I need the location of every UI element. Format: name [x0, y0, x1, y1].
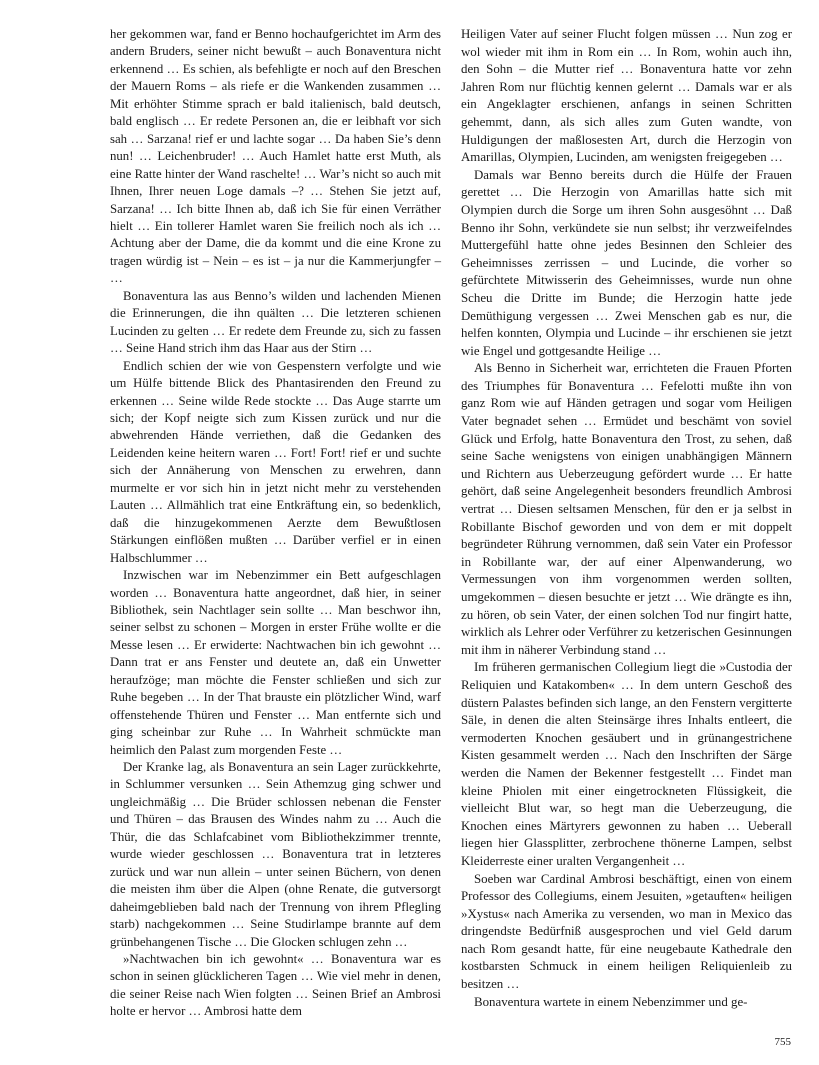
paragraph: Als Benno in Sicherheit war, errichteten die Frauen Pforten des Triumphes für Bonaventura … Fefelotti mußte ihn von ganz Rom wie auf Händen getragen und sogar vom Heiligen Vater begnadet sehen … Ermüdet und beschämt von soviel Glück und Erfolg, hatte Bonaventura den Trost, zu sehen, daß seine Sache wenigstens von einigen unabhängigen Männern und Richtern aus Ueberzeugung gefördert wurde … Er hatte gehört, daß seine Angelegenheit besonders freundlich Ambrosi vertrat … Diesen seltsamen Menschen, für den er ja selbst in Robillante Bischof geworden und von dem er mit doppelt begründeter Rührung vernommen, daß sein Vater ein Professor in Robillante war, der auf einer Alpenwanderung, wo Vermessungen von ihm vorgenommen werden sollten, umgekommen – diesen besuchte er jetzt … Wie drängte es ihn, zu hören, ob sein Vater, der einen solchen Tod nur fingirt hatte, wirklich als Lehrer oder Verführer zu ketzerischen Gesinnungen mit ihm in näherer Verbindung stand …: [461, 361, 792, 657]
paragraph: Damals war Benno bereits durch die Hülfe der Frauen gerettet … Die Herzogin von Amarillas hatte sich mit Olympien durch die Sorge um ihren Sohn ausgesöhnt … Daß Benno ihr Sohn, verkündete sie nun selbst; ihr verzweifelndes Muttergefühl hatte ohne jedes Besinnen den Schleier des Geheimnisses zerrissen – und Lucinde, die vorher so gefürchtete Mitwisserin des Geheimnisses, wurde nun ohne Scheu die Dritte im Bunde; die Herzogin hatte jede Demüthigung vergessen … Zwei Menschen gab es nur, die helfen konnten, Olympia und Lucinde – ihr erschienen sie jetzt wie Engel und gottgesandte Heilige …: [461, 167, 792, 358]
paragraph: Inzwischen war im Nebenzimmer ein Bett aufgeschlagen worden … Bonaventura hatte angeordnet, daß hier, in seiner Bibliothek, sein Nachtlager sein sollte … Man beschwor ihn, seiner selbst zu schonen – Morgen in erster Frühe wollte er die Messe lesen … Er erwiderte: Nachtwachen bin ich gewohnt … Dann trat er ans Fenster und deutete an, daß ein Unwetter heraufzöge; man möchte die Fenster schließen und sich zur Ruhe begeben … In der That brauste ein plötzlicher Wind, warf offenstehende Thüren und Fenster … Man entfernte sich und ging scheinbar zur Ruhe … In Wahrheit schmückte man heimlich den Palast zum morgenden Feste …: [110, 568, 441, 757]
paragraph: her gekommen war, fand er Benno hochaufgerichtet im Arm des andern Bruders, seiner nicht bewußt – auch Bonaventura nicht erkennend … Es schien, als befehligte er noch auf den Breschen der Mauern Roms – als riefe er die Wankenden zusammen … Mit erhöhter Stimme sprach er bald italienisch, bald deutsch, bald englisch … Er redete Personen an, die er leibhaft vor sich sah … Sarzana! rief er und lachte sogar … Da haben Sie’s denn nun! … Leichenbruder! … Auch Hamlet hatte erst Muth, als eine Ratte hinter der Wand raschelte! … War’s nicht so auch mit Ihnen, Ihrer neuen Loge damals –? … Stehen Sie jetzt auf, Sarzana! … Ich bitte Ihnen ab, daß ich Sie für einen Verräther hielt … Ein tollerer Hamlet waren Sie freilich noch als ich … Achtung aber der Dame, die da kommt und die eine Krone zu tragen würdig ist – Nein – es ist – ja nur die Kammerjungfer – …: [110, 27, 441, 286]
paragraph: Bonaventura las aus Benno’s wilden und lachenden Mienen die Erinnerungen, die ihn quälten … Die letzteren schienen Lucinden zu gelten … Er redete dem Freunde zu, sich zu fassen … Seine Hand strich ihm das Haar aus der Stirn …: [110, 288, 441, 356]
paragraph: Soeben war Cardinal Ambrosi beschäftigt, einen von einem Professor des Collegiums, einem Jesuiten, »getauften« heiligen »Xystus« nach Amerika zu versenden, wo man in Mexico das dringendste Bedürfniß ausgesprochen und viel Geld darum nach Rom gesandt hatte, für eine neugebaute Kathedrale den kostbarsten Schmuck in einem heiligen Reliquienleib zu besitzen …: [461, 871, 792, 992]
paragraph: Der Kranke lag, als Bonaventura an sein Lager zurückkehrte, in Schlummer versunken … Sein Athemzug ging schwer und ungleichmäßig … Die Brüder schlossen nebenan die Fenster und Thüren – das Brausen des Windes nahm zu … Auch die Thür, die das Schlafcabinet vom Bibliothekzimmer trennte, wurde wieder geschlossen … Bonaventura trat in letzteres zurück und war nun allein – unter seinen Büchern, von denen die meisten ihm über die Alpen (ohne Renate, die gutversorgt daheimgeblieben bald nach der Trennung von ihrem Pflegling starb) nachgekommen … Seine Studirlampe brannte auf dem grünbehangenen Tische … Die Glocken schlugen zehn …: [110, 760, 441, 949]
paragraph: »Nachtwachen bin ich gewohnt« … Bonaventura war es schon in seinen glücklicheren Tagen … Wie viel mehr in denen, die seiner Reise nach Wien folgten … Seinen Brief an Ambrosi holte er hervor … Ambrosi hatte dem: [110, 952, 441, 1019]
paragraph: Im früheren germanischen Collegium liegt die »Custodia der Reliquien und Katakomben« … In dem untern Geschoß des düstern Palastes befinden sich lange, an den Fenstern vergitterte Säle, in denen die alten Steinsärge ihres Inhalts entleert, die vermoderten Knochen gesäubert und in grünangestrichene Kisten gesammelt werden … Nach den Inschriften der Särge werden die Namen der Bekenner festgestellt … Findet man kleine Phiolen mit einer eingetrockneten Flüssigkeit, die vielleicht Blut war, so hegt man die Ueberzeugung, die Knochen eines Märtyrers gewonnen zu haben … Ueberall liegen hier Glassplitter, zerbrochene thönerne Lampen, selbst Kleiderreste einer uralten Vergangenheit …: [461, 660, 792, 868]
left-column: [110, 26, 441, 1021]
paragraph: Bonaventura wartete in einem Nebenzimmer und ge-: [474, 994, 748, 1009]
paragraph: Heiligen Vater auf seiner Flucht folgen müssen … Nun zog er wol wieder mit ihm in Rom ein … In Rom, wohin auch ihn, den Sohn – die Mutter rief … Bonaventura hatte vor zehn Jahren Rom nur flüchtig kennen gelernt … Damals war er als ein Angeklagter erschienen, anfangs in seinen Schritten gehemmt, dann, als sich alles zum Guten wandte, von Huldigungen der maßlosesten Art, durch die Herzogin von Amarillas, Olympien, Lucinden, am wenigsten freigegeben …: [461, 27, 792, 165]
right-column: [461, 26, 792, 1011]
page-number: 755: [774, 1036, 791, 1048]
paragraph: Endlich schien der wie von Gespenstern verfolgte und wie um Hülfe bittende Blick des Phantasirenden den Freund zu erkennen … Seine wilde Rede stockte … Das Auge starrte um sich; der Kopf neigte sich zum Kissen zurück und nur die abwehrenden Hände verriethen, daß die Gedanken des Leidenden keine heitern waren … Fort! Fort! rief er und suchte sich der Annäherung von Menschen zu erwehren, dann murmelte er vor sich hin in jetzt nicht mehr zu verstehenden Lauten … Allmählich trat eine Entkräftung ein, so bedenklich, daß die hinzugekommenen Aerzte dem Bewußtlosen Stärkungen einflößen mußten … Darüber verfiel er in einen Halbschlummer …: [110, 358, 441, 565]
